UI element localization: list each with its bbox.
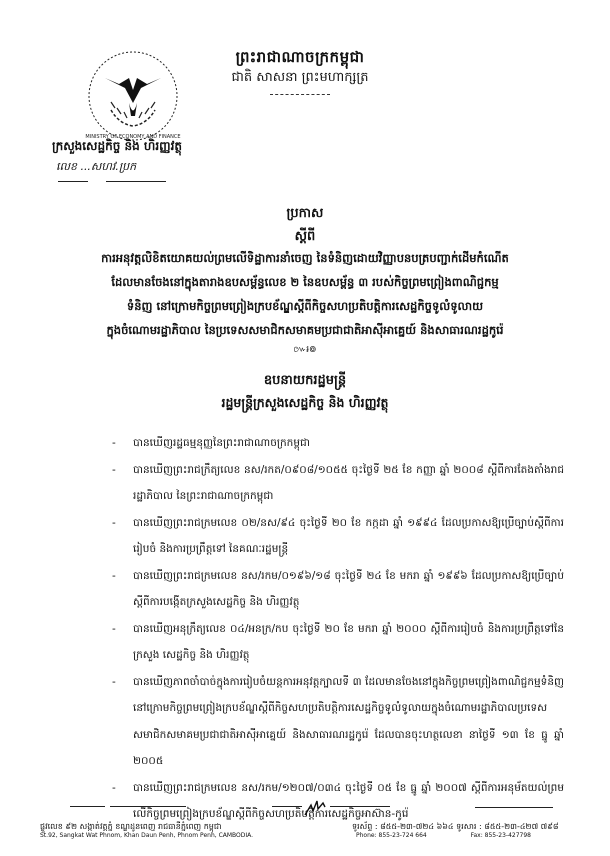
bullet-dash: - (112, 516, 116, 529)
header-kingdom: ព្រះរាជាណាចក្រកម្ពុជា (235, 48, 365, 66)
list-item-text: បានឃើញអនុក្រឹត្យលេខ ០៤/អនក្រ/កប ចុះថ្ងៃទី ២០ ខែ មករា ឆ្នាំ ២០០០ ស្តីពីការរៀបចំ និងការប្រព្រឹត្តទៅនៃក្រសួង សេដ្ឋកិច្ច និង ហិរញ្ញវត្ថុ (133, 622, 564, 661)
title-line: ក្នុងចំណោមរដ្ឋាភិបាល នៃប្រទេសសមាជិកសមាគមប្រជាជាតិអាស៊ីអាគ្នេយ៍ និងសាធារណរដ្ឋកូរ៉េ (106, 323, 504, 337)
bullet-dash: - (112, 622, 116, 635)
signature-mark-icon (303, 797, 331, 819)
list-item-text: បានឃើញព្រះរាជក្រមលេខ ០២/នស/៩៤ ចុះថ្ងៃទី ២០ ខែ កក្កដា ឆ្នាំ ១៩៩៤ ដែលប្រកាសឱ្យប្រើច្បាប់ស្តីពីការរៀបចំ និងការប្រព្រឹត្តទៅ នៃគណៈរដ្ឋមន្ត្រី (133, 516, 564, 555)
header-motto: ជាតិ សាសនា ព្រះមហាក្សត្រ (231, 70, 369, 85)
reference-underline (58, 181, 88, 182)
list-item-text: បានឃើញព្រះរាជក្រមលេខ នស/រកម/១២០៧/០៣៤ ចុះថ្ងៃទី ០៥ ខែ ធ្នូ ឆ្នាំ ២០០៧ ស្តីពីការអនុម័តយល់ព្រមលើកិច្ចព្រមព្រៀងក្របខ័ណ្ឌស្តីពីកិច្ចសហប្រតិបត្តិការសេដ្ឋកិច្ចអាស៊ាន-កូរ៉េ (133, 781, 564, 820)
reference-underline (106, 181, 166, 182)
list-item (112, 430, 564, 457)
footer-fax: Fax: 855-23-427798 (470, 832, 531, 839)
bullet-dash: - (112, 569, 116, 582)
title-ornament: ៚៛៙ (293, 345, 317, 355)
list-item (112, 616, 564, 669)
footer-address-khmer: ផ្លូវលេខ ៩២ សង្កាត់វត្តភ្នំ ខណ្ឌដូនពេញ រាជធានីភ្នំពេញ កម្ពុជា (40, 822, 222, 831)
header-divider (270, 94, 330, 95)
list-item-text: បានឃើញរដ្ឋធម្មនុញ្ញនៃព្រះរាជាណាចក្រកម្ពុជា (133, 437, 310, 449)
footer-phone-english (356, 832, 531, 839)
footer-phone: Phone: 855-23-724 664 (356, 832, 427, 839)
ministry-emblem-icon (85, 48, 181, 144)
considerations-list (112, 430, 564, 828)
footer-divider (110, 806, 186, 807)
footer-address-english: St.92, Sangkat Wat Phnom, Khan Daun Penh, Phnom Penh, CAMBODIA. (40, 832, 254, 839)
list-item (112, 510, 564, 563)
bullet-dash: - (112, 437, 116, 449)
footer-divider (330, 806, 390, 807)
document-type: ប្រកាស (286, 206, 324, 221)
reference-number: លេខ ...សហវ.ប្រក (56, 160, 137, 173)
emblem-caption: MINISTRY OF ECONOMY AND FINANCE (85, 134, 181, 140)
list-item-text: បានឃើញភាពចាំបាច់ក្នុងការរៀបចំយន្តការអនុវត្តក្បាលទី ៣ ដែលមានចែងនៅក្នុងកិច្ចព្រមព្រៀងពាណិជ្ជកម្មទំនិញ នៅក្រោមកិច្ចព្រមព្រៀងក្របខ័ណ្ឌស្តីពីកិច្ចសហប្រតិបត្តិការសេដ្ឋកិច្ចទូលំទូលាយក្នុងចំណោមរដ្ឋាភិបាលប្រទេសសមាជិកសមាគមប្រជាជាតិអាស៊ីអាគ្នេយ៍ និងសាធារណរដ្ឋកូរ៉េ ដែលបានចុះហត្ថលេខា នាថ្ងៃទី ១៣ ខែ ធ្នូ ឆ្នាំ ២០០៥ (133, 675, 564, 767)
section-subtitle: រដ្ឋមន្ត្រីក្រសួងសេដ្ឋកិច្ច និង ហិរញ្ញវត្ថុ (221, 395, 389, 410)
bullet-dash: - (112, 463, 116, 476)
title-line: ទំនិញ នៅក្រោមកិច្ចព្រមព្រៀងក្របខ័ណ្ឌស្តីពីកិច្ចសហប្រតិបត្តិការសេដ្ឋកិច្ចទូលំទូលាយ (126, 299, 484, 313)
bullet-dash: - (112, 675, 116, 688)
bullet-dash: - (112, 781, 116, 794)
subject-label: ស្តីពី (294, 229, 316, 244)
list-item (112, 457, 564, 510)
footer-divider (70, 806, 105, 807)
ministry-name: ក្រសួងសេដ្ឋកិច្ច និង ហិរញ្ញវត្ថុ (52, 139, 182, 153)
title-line: ដែលមានចែងនៅក្នុងតារាងឧបសម្ព័ន្ធលេខ ២ នៃឧបសម្ព័ន្ធ ៣ របស់កិច្ចព្រមព្រៀងពាណិជ្ជកម្ម (111, 275, 499, 289)
footer-divider (272, 806, 302, 807)
list-item (112, 775, 564, 828)
title-line: ការអនុវត្តលិខិតយោគយល់ព្រមលើទិដ្ឋាការនាំចេញ នៃទំនិញដោយវិញ្ញាបនបត្របញ្ជាក់ដើមកំណើត (101, 251, 509, 265)
list-item (112, 669, 564, 775)
list-item-text: បានឃើញព្រះរាជក្រឹត្យលេខ នស/រកត/០៩០៨/១០៥៥ ចុះថ្ងៃទី ២៥ ខែ កញ្ញា ឆ្នាំ ២០០៨ ស្តីពីការតែងតាំងរាជរដ្ឋាភិបាល នៃព្រះរាជាណាចក្រកម្ពុជា (133, 463, 564, 502)
list-item-text: បានឃើញព្រះរាជក្រមលេខ នស/រកម/០១៩៦/១៨ ចុះថ្ងៃទី ២៤ ខែ មករា ឆ្នាំ ១៩៩៦ ដែលប្រកាសឱ្យប្រើច្បាប់ស្តីពីការបង្កើតក្រសួងសេដ្ឋកិច្ច និង ហិរញ្ញវត្ថុ (133, 569, 564, 608)
footer-divider (475, 807, 553, 808)
footer-phone-khmer: ទូរស័ព្ទ : ៨៥៥-២៣-៧២៤ ៦៦៤ ទូរសារ : ៨៥៥-២៣-៤២៧ ៧៩៨ (352, 822, 559, 831)
section-title: ឧបនាយករដ្ឋមន្ត្រី (263, 373, 347, 388)
list-item (112, 563, 564, 616)
